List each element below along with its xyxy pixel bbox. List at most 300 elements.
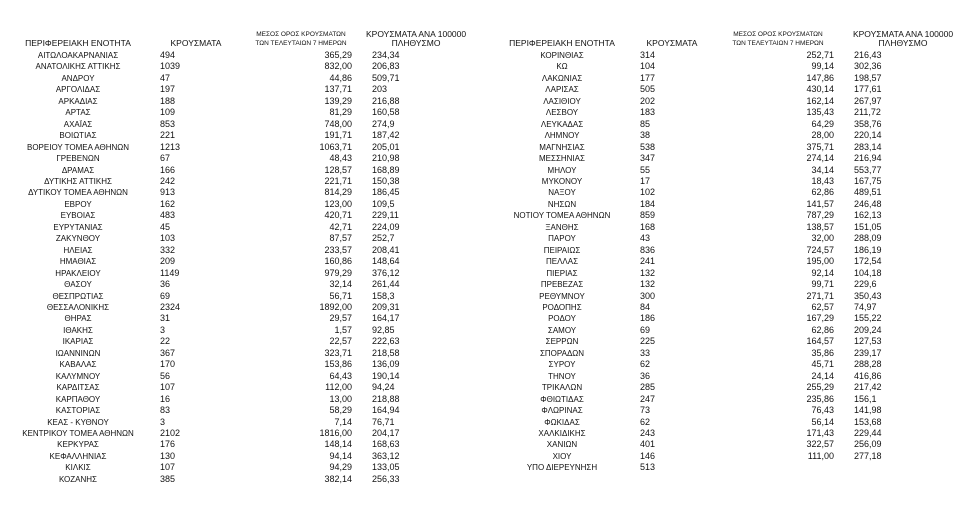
table-row — [0, 451, 466, 462]
region-cell: ΑΙΤΩΛΟΑΚΑΡΝΑΝΙΑΣ — [37, 51, 119, 60]
avg7-header: ΜΕΣΟΣ ΟΡΟΣ ΚΡΟΥΣΜΑΤΩΝ ΤΩΝ ΤΕΛΕΥΤΑΙΩΝ 7 ΗΜΕΡΩΝ — [732, 31, 824, 47]
region-cell: ΕΒΡΟΥ — [64, 199, 92, 209]
avg7-cell: 1,57 — [334, 324, 352, 335]
table-row — [488, 96, 958, 107]
avg7-cell: 42,71 — [329, 221, 352, 232]
cases-cell: 513 — [640, 462, 656, 473]
cases-table-right — [488, 8, 958, 474]
region-cell: ΛΑΚΩΝΙΑΣ — [541, 73, 583, 83]
cases-cell: 22 — [160, 336, 171, 347]
cases-cell: 130 — [160, 450, 176, 461]
table-row — [488, 256, 958, 267]
region-cell: ΜΥΚΟΝΟΥ — [541, 176, 583, 186]
table-row — [488, 325, 958, 336]
region-cell: ΠΕΛΛΑΣ — [545, 257, 579, 267]
region-cell: ΚΑΣΤΟΡΙΑΣ — [55, 406, 101, 416]
table-row — [488, 61, 958, 72]
table-row — [0, 382, 466, 393]
per100k-cell: 155,22 — [854, 313, 882, 324]
region-cell: ΔΥΤΙΚΗΣ ΑΤΤΙΚΗΣ — [44, 176, 112, 186]
region-cell: ΑΧΑΪΑΣ — [63, 119, 93, 129]
table-row — [488, 394, 958, 405]
cases-header: ΚΡΟΥΣΜΑΤΑ — [170, 38, 222, 48]
avg7-cell: 94,14 — [329, 450, 352, 461]
table-row — [0, 210, 466, 221]
per100k-cell: 151,05 — [854, 221, 882, 232]
per100k-cell: 277,18 — [854, 450, 882, 461]
per100k-cell: 216,88 — [372, 95, 400, 106]
per100k-cell: 211,72 — [854, 107, 881, 118]
cases-cell: 347 — [640, 153, 656, 164]
avg7-cell: 128,57 — [324, 164, 352, 175]
avg7-cell: 162,14 — [806, 95, 834, 106]
avg7-cell: 1063,71 — [319, 141, 352, 152]
per100k-cell: 198,57 — [854, 72, 882, 83]
avg7-cell: 28,00 — [811, 130, 834, 141]
region-cell: ΠΕΙΡΑΙΩΣ — [543, 245, 581, 255]
avg7-cell: 138,57 — [806, 221, 834, 232]
table-row — [0, 61, 466, 72]
cases-cell: 853 — [160, 118, 176, 129]
per100k-cell: 363,12 — [372, 450, 400, 461]
header-row — [0, 8, 466, 50]
avg7-cell: 724,57 — [806, 244, 834, 255]
avg7-cell: 171,43 — [806, 427, 834, 438]
per100k-cell: 222,63 — [372, 336, 400, 347]
avg7-cell: 375,71 — [806, 141, 834, 152]
table-row — [0, 291, 466, 302]
avg7-cell: 44,86 — [329, 72, 352, 83]
per100k-cell: 206,83 — [372, 61, 400, 72]
table-body — [0, 50, 466, 485]
avg7-cell: 252,71 — [806, 50, 834, 60]
region-cell: ΣΕΡΡΩΝ — [545, 337, 579, 347]
avg7-cell: 430,14 — [806, 84, 834, 95]
avg7-cell: 7,14 — [334, 416, 352, 427]
per100k-cell: 127,53 — [854, 336, 882, 347]
per100k-cell: 168,89 — [372, 164, 400, 175]
avg7-cell: 160,86 — [324, 256, 352, 267]
table-row — [0, 428, 466, 439]
cases-cell: 538 — [640, 141, 656, 152]
cases-cell: 242 — [160, 175, 176, 186]
per100k-cell: 252,7 — [372, 233, 395, 244]
per100k-cell: 217,42 — [854, 382, 882, 393]
per100k-header: ΚΡΟΥΣΜΑΤΑ ΑΝΑ 100000 ΠΛΗΘΥΣΜΟ — [852, 29, 954, 48]
per100k-cell: 209,31 — [372, 301, 400, 312]
cases-cell: 85 — [640, 118, 651, 129]
region-cell: ΑΝΔΡΟΥ — [61, 73, 95, 83]
avg7-cell: 29,57 — [329, 313, 352, 324]
cases-cell: 67 — [160, 153, 171, 164]
avg7-cell: 111,00 — [807, 450, 834, 461]
avg7-cell: 814,29 — [324, 187, 352, 198]
per100k-cell: 168,63 — [372, 439, 400, 450]
cases-cell: 176 — [160, 439, 176, 450]
cases-cell: 168 — [640, 221, 656, 232]
cases-cell: 221 — [160, 130, 176, 141]
cases-cell: 31 — [160, 313, 171, 324]
cases-cell: 859 — [640, 210, 656, 221]
per100k-cell: 205,01 — [372, 141, 400, 152]
region-cell: ΦΛΩΡΙΝΑΣ — [541, 406, 583, 416]
per100k-cell: 92,85 — [372, 324, 395, 335]
per100k-cell: 153,68 — [854, 416, 882, 427]
table-row — [0, 394, 466, 405]
per100k-cell: 350,43 — [854, 290, 882, 301]
cases-cell: 17 — [640, 175, 651, 186]
per100k-cell: 239,17 — [854, 347, 882, 358]
region-cell: ΚΟΖΑΝΗΣ — [58, 474, 98, 484]
table-row — [488, 268, 958, 279]
avg7-cell: 56,71 — [329, 290, 352, 301]
table-row — [0, 336, 466, 347]
cases-cell: 177 — [640, 72, 656, 83]
cases-cell: 104 — [640, 61, 656, 72]
cases-cell: 47 — [160, 72, 171, 83]
table-row — [0, 268, 466, 279]
region-cell: ΒΟΡΕΙΟΥ ΤΟΜΕΑ ΑΘΗΝΩΝ — [26, 142, 130, 152]
avg7-cell: 62,57 — [811, 301, 834, 312]
region-cell: ΚΙΛΚΙΣ — [65, 463, 91, 473]
cases-cell: 209 — [160, 256, 176, 267]
table-row — [0, 417, 466, 428]
cases-cell: 1213 — [160, 141, 181, 152]
region-cell: ΚΕΝΤΡΙΚΟΥ ΤΟΜΕΑ ΑΘΗΝΩΝ — [22, 428, 134, 438]
cases-cell: 170 — [160, 359, 176, 370]
region-cell: ΥΠΟ ΔΙΕΡΕΥΝΗΣΗ — [526, 463, 598, 473]
per100k-header: ΚΡΟΥΣΜΑΤΑ ΑΝΑ 100000 ΠΛΗΘΥΣΜΟ — [366, 29, 467, 48]
region-cell: ΚΕΡΚΥΡΑΣ — [57, 440, 99, 450]
table-row — [488, 279, 958, 290]
region-cell: ΜΕΣΣΗΝΙΑΣ — [539, 154, 585, 164]
avg7-cell: 322,57 — [806, 439, 834, 450]
per100k-cell: 150,38 — [372, 175, 400, 186]
region-cell: ΖΑΚΥΝΘΟΥ — [55, 234, 101, 244]
region-cell: ΠΑΡΟΥ — [548, 234, 576, 244]
region-cell: ΕΥΡΥΤΑΝΙΑΣ — [53, 222, 103, 232]
region-cell: ΑΡΓΟΛΙΔΑΣ — [55, 85, 101, 95]
cases-cell: 385 — [160, 473, 176, 484]
cases-cell: 243 — [640, 427, 656, 438]
region-cell: ΧΙΟΥ — [552, 451, 572, 461]
avg7-cell: 92,14 — [811, 267, 834, 278]
region-cell: ΔΡΑΜΑΣ — [61, 165, 95, 175]
cases-cell: 69 — [640, 324, 651, 335]
table-row — [488, 302, 958, 313]
region-cell: ΜΑΓΝΗΣΙΑΣ — [539, 142, 585, 152]
region-cell: ΗΛΕΙΑΣ — [63, 245, 93, 255]
avg7-cell: 271,71 — [806, 290, 834, 301]
region-cell: ΝΟΤΙΟΥ ΤΟΜΕΑ ΑΘΗΝΩΝ — [513, 211, 611, 221]
region-cell: ΘΕΣΣΑΛΟΝΙΚΗΣ — [46, 302, 110, 312]
per100k-cell: 220,14 — [854, 130, 882, 141]
region-cell: ΘΑΣΟΥ — [64, 280, 92, 290]
cases-cell: 247 — [640, 393, 656, 404]
per100k-cell: 229,11 — [372, 210, 399, 221]
region-cell: ΘΗΡΑΣ — [64, 314, 92, 324]
region-header: ΠΕΡΙΦΕΡΕΙΑΚΗ ΕΝΟΤΗΤΑ — [25, 38, 131, 48]
table-row — [488, 451, 958, 462]
cases-cell: 241 — [640, 256, 656, 267]
region-cell: ΧΑΛΚΙΔΙΚΗΣ — [538, 428, 586, 438]
avg7-cell: 81,29 — [329, 107, 352, 118]
table-row — [0, 325, 466, 336]
avg7-cell: 32,14 — [329, 279, 352, 290]
region-cell: ΦΘΙΩΤΙΔΑΣ — [540, 394, 584, 404]
table-row — [0, 165, 466, 176]
per100k-cell: 156,1 — [854, 393, 877, 404]
table-row — [488, 176, 958, 187]
table-row — [488, 291, 958, 302]
table-row — [488, 245, 958, 256]
table-row — [0, 50, 466, 61]
avg7-cell: 18,43 — [811, 175, 834, 186]
region-cell: ΠΙΕΡΙΑΣ — [546, 268, 578, 278]
table-row — [0, 439, 466, 450]
per100k-cell: 186,19 — [854, 244, 882, 255]
region-cell: ΞΑΝΘΗΣ — [545, 222, 579, 232]
cases-cell: 3 — [160, 324, 166, 335]
avg7-cell: 164,57 — [806, 336, 834, 347]
table-row — [0, 245, 466, 256]
region-cell: ΚΩ — [556, 62, 568, 72]
table-row — [488, 417, 958, 428]
per100k-cell: 164,94 — [372, 405, 400, 416]
cases-cell: 225 — [640, 336, 656, 347]
region-cell: ΑΡΤΑΣ — [65, 108, 91, 118]
avg7-cell: 221,71 — [324, 175, 352, 186]
table-row — [0, 256, 466, 267]
region-cell: ΙΚΑΡΙΑΣ — [62, 337, 94, 347]
avg7-cell: 147,86 — [806, 72, 834, 83]
table-row — [0, 279, 466, 290]
avg7-cell: 112,00 — [325, 382, 352, 393]
avg7-cell: 45,71 — [811, 359, 834, 370]
table-row — [0, 405, 466, 416]
cases-cell: 36 — [160, 279, 171, 290]
avg7-cell: 365,29 — [324, 50, 352, 60]
per100k-cell: 158,3 — [372, 290, 395, 301]
cases-cell: 62 — [640, 416, 651, 427]
avg7-cell: 137,71 — [324, 84, 352, 95]
cases-cell: 1039 — [160, 61, 181, 72]
region-header: ΠΕΡΙΦΕΡΕΙΑΚΗ ΕΝΟΤΗΤΑ — [509, 38, 615, 48]
per100k-cell: 109,5 — [372, 198, 395, 209]
region-cell: ΚΑΡΠΑΘΟΥ — [55, 394, 101, 404]
table-row — [488, 50, 958, 61]
region-cell: ΛΕΥΚΑΔΑΣ — [540, 119, 584, 129]
cases-cell: 73 — [640, 405, 651, 416]
per100k-cell: 553,77 — [854, 164, 882, 175]
per100k-cell: 283,14 — [854, 141, 882, 152]
region-cell: ΓΡΕΒΕΝΩΝ — [56, 154, 100, 164]
table-row — [488, 222, 958, 233]
cases-cell: 103 — [160, 233, 176, 244]
per100k-cell: 160,58 — [372, 107, 400, 118]
per100k-cell: 148,64 — [372, 256, 400, 267]
per100k-cell: 224,09 — [372, 221, 400, 232]
avg7-cell: 123,00 — [324, 198, 352, 209]
per100k-cell: 190,14 — [372, 370, 400, 381]
cases-cell: 38 — [640, 130, 651, 141]
region-cell: ΣΥΡΟΥ — [548, 360, 576, 370]
table-row — [0, 474, 466, 485]
table-row — [0, 153, 466, 164]
per100k-cell: 186,45 — [372, 187, 400, 198]
table-row — [0, 348, 466, 359]
per100k-cell: 229,44 — [854, 427, 882, 438]
per100k-cell: 256,09 — [854, 439, 882, 450]
table-row — [488, 439, 958, 450]
per100k-cell: 216,43 — [854, 50, 882, 60]
table-row — [488, 199, 958, 210]
table-row — [488, 405, 958, 416]
cases-cell: 83 — [160, 405, 171, 416]
cases-cell: 184 — [640, 198, 656, 209]
avg7-cell: 141,57 — [806, 198, 834, 209]
region-cell: ΛΕΣΒΟΥ — [545, 108, 579, 118]
per100k-cell: 208,41 — [372, 244, 400, 255]
per100k-cell: 267,97 — [854, 95, 882, 106]
table-row — [0, 359, 466, 370]
cases-cell: 132 — [640, 267, 656, 278]
per100k-cell: 246,48 — [854, 198, 882, 209]
cases-cell: 43 — [640, 233, 651, 244]
per100k-cell: 288,09 — [854, 233, 882, 244]
avg7-cell: 62,86 — [811, 187, 834, 198]
avg7-cell: 58,29 — [329, 405, 352, 416]
table-row — [488, 187, 958, 198]
table-row — [0, 107, 466, 118]
cases-cell: 483 — [160, 210, 176, 221]
per100k-cell: 229,6 — [854, 279, 877, 290]
cases-cell: 45 — [160, 221, 171, 232]
per100k-cell: 218,88 — [372, 393, 400, 404]
per100k-cell: 104,18 — [854, 267, 882, 278]
per100k-cell: 177,61 — [854, 84, 882, 95]
cases-cell: 69 — [160, 290, 171, 301]
avg7-cell: 34,14 — [811, 164, 834, 175]
table-row — [488, 165, 958, 176]
per100k-cell: 204,17 — [372, 427, 400, 438]
per100k-cell — [848, 462, 958, 473]
cases-cell: 3 — [160, 416, 166, 427]
table-row — [488, 233, 958, 244]
per100k-cell: 218,58 — [372, 347, 400, 358]
cases-cell: 285 — [640, 382, 656, 393]
cases-cell: 2102 — [160, 427, 181, 438]
table-row — [488, 153, 958, 164]
per100k-cell: 136,09 — [372, 359, 400, 370]
cases-cell: 188 — [160, 95, 176, 106]
per100k-cell: 416,86 — [854, 370, 882, 381]
cases-cell: 300 — [640, 290, 656, 301]
region-cell: ΒΟΙΩΤΙΑΣ — [59, 131, 97, 141]
avg7-cell: 62,86 — [811, 324, 834, 335]
per100k-cell: 74,97 — [854, 301, 877, 312]
per100k-cell: 162,13 — [854, 210, 882, 221]
per100k-cell: 133,05 — [372, 462, 400, 473]
avg7-cell: 979,29 — [324, 267, 352, 278]
per100k-cell: 509,71 — [372, 72, 400, 83]
table-row — [488, 462, 958, 473]
table-row — [0, 119, 466, 130]
cases-table-left — [0, 8, 466, 485]
cases-cell: 132 — [640, 279, 656, 290]
per100k-cell: 209,24 — [854, 324, 882, 335]
avg7-cell: 148,14 — [324, 439, 352, 450]
per100k-cell: 172,54 — [854, 256, 882, 267]
region-cell: ΣΑΜΟΥ — [547, 325, 577, 335]
region-cell: ΙΘΑΚΗΣ — [63, 325, 93, 335]
per100k-cell: 216,94 — [854, 153, 882, 164]
per100k-cell: 288,28 — [854, 359, 882, 370]
avg7-cell: 748,00 — [324, 118, 352, 129]
per100k-cell: 141,98 — [854, 405, 882, 416]
avg7-cell: 139,29 — [324, 95, 352, 106]
avg7-cell: 167,29 — [806, 313, 834, 324]
avg7-cell: 787,29 — [806, 210, 834, 221]
cases-cell: 183 — [640, 107, 656, 118]
cases-cell: 33 — [640, 347, 651, 358]
avg7-cell: 76,43 — [811, 405, 834, 416]
table-row — [488, 348, 958, 359]
per100k-cell: 234,34 — [372, 50, 400, 60]
per100k-cell: 256,33 — [372, 473, 400, 484]
cases-cell: 332 — [160, 244, 176, 255]
region-cell: ΚΕΦΑΛΛΗΝΙΑΣ — [49, 451, 107, 461]
cases-cell: 186 — [640, 313, 656, 324]
cases-cell: 62 — [640, 359, 651, 370]
table-row — [488, 73, 958, 84]
cases-cell: 913 — [160, 187, 176, 198]
region-cell: ΤΡΙΚΑΛΩΝ — [541, 383, 583, 393]
table-row — [0, 313, 466, 324]
region-cell: ΗΜΑΘΙΑΣ — [59, 257, 97, 267]
table-row — [488, 428, 958, 439]
avg7-cell: 255,29 — [806, 382, 834, 393]
avg7-cell: 22,57 — [329, 336, 352, 347]
per100k-cell: 94,24 — [372, 382, 395, 393]
cases-cell: 314 — [640, 50, 656, 60]
table-row — [0, 199, 466, 210]
cases-cell: 197 — [160, 84, 176, 95]
region-cell: ΕΥΒΟΙΑΣ — [60, 211, 96, 221]
cases-cell: 202 — [640, 95, 656, 106]
cases-cell: 1149 — [160, 267, 180, 278]
region-cell: ΤΗΝΟΥ — [548, 371, 576, 381]
avg7-cell: 1816,00 — [319, 427, 352, 438]
avg7-cell: 24,14 — [811, 370, 834, 381]
table-row — [488, 142, 958, 153]
region-cell: ΝΑΞΟΥ — [548, 188, 576, 198]
per100k-cell: 187,42 — [372, 130, 400, 141]
per100k-cell: 167,75 — [854, 175, 882, 186]
cases-cell: 102 — [640, 187, 656, 198]
avg7-cell: 94,29 — [329, 462, 352, 473]
cases-cell: 401 — [640, 439, 656, 450]
table-row — [0, 222, 466, 233]
cases-cell: 146 — [640, 450, 656, 461]
avg7-cell: 64,43 — [329, 370, 352, 381]
avg7-cell: 233,57 — [324, 244, 352, 255]
per100k-cell: 76,71 — [372, 416, 395, 427]
table-row — [0, 142, 466, 153]
region-cell: ΘΕΣΠΡΩΤΙΑΣ — [52, 291, 104, 301]
table-row — [488, 371, 958, 382]
region-cell: ΦΩΚΙΔΑΣ — [544, 417, 580, 427]
